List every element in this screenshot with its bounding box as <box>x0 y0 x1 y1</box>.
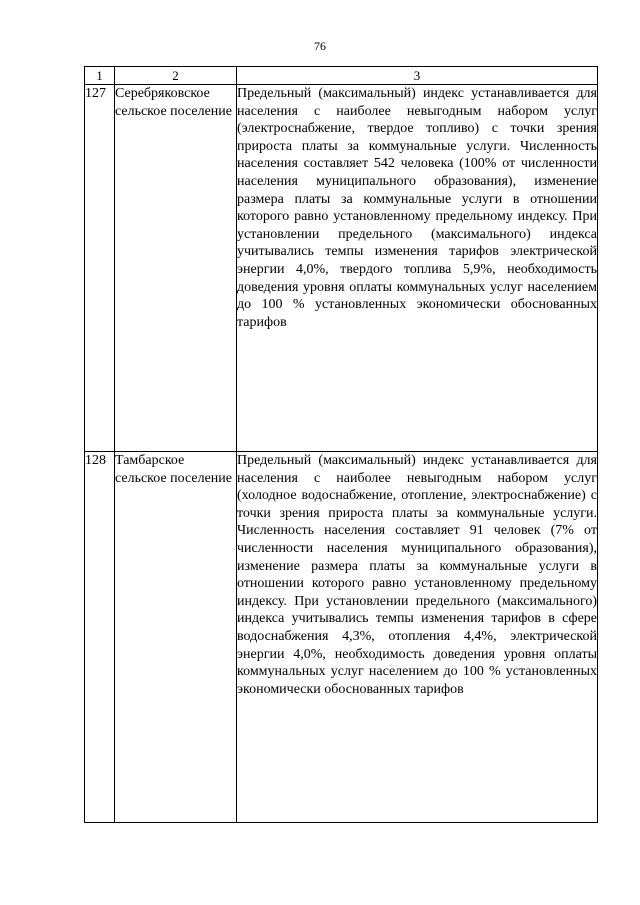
row-number: 127 <box>85 85 115 452</box>
table-row <box>85 85 598 452</box>
index-description: Предельный (максимальный) индекс устанавливается для населения с наиболее невыгодным набором услуг (электроснабжение, твердое топливо) с точки зрения прироста платы за коммунальные услуги. Численность населения составляет 542 человека (100% от численности населения муниципального образования), изменение размера платы за коммунальные услуги в отношении которого равно установленному предельному индексу. При установлении предельного (максимального) индекса учитывались темпы изменения тарифов электрической энергии 4,0%, твердого топлива 5,9%, необходимость доведения уровня оплаты коммунальных услуг населением до 100 % установленных экономически обоснованных тарифов <box>237 85 598 452</box>
settlement-name: Серебряковское сельское поселение <box>115 85 237 452</box>
index-description: Предельный (максимальный) индекс устанавливается для населения с наиболее невыгодным набором услуг (холодное водоснабжение, отопление, электроснабжение) с точки зрения прироста платы за коммунальные услуги. Численность населения составляет 91 человек (7% от численности населения муниципального образования), изменение размера платы за коммунальные услуги в отношении которого равно установленному предельному индексу. При установлении предельного (максимального) индекса учитывались темпы изменения тарифов в сфере водоснабжения 4,3%, отопления 4,4%, электрической энергии 4,0%, необходимость доведения уровня оплаты коммунальных услуг населением до 100 % установленных экономически обоснованных тарифов <box>237 452 598 823</box>
table-header-row <box>85 67 598 85</box>
column-header-2: 2 <box>115 67 237 85</box>
column-header-3: 3 <box>237 67 598 85</box>
table-row <box>85 452 598 823</box>
page-number: 76 <box>314 39 326 53</box>
tariff-index-table <box>84 66 598 823</box>
column-header-1: 1 <box>85 67 115 85</box>
row-number: 128 <box>85 452 115 823</box>
settlement-name: Тамбарское сельское поселение <box>115 452 237 823</box>
